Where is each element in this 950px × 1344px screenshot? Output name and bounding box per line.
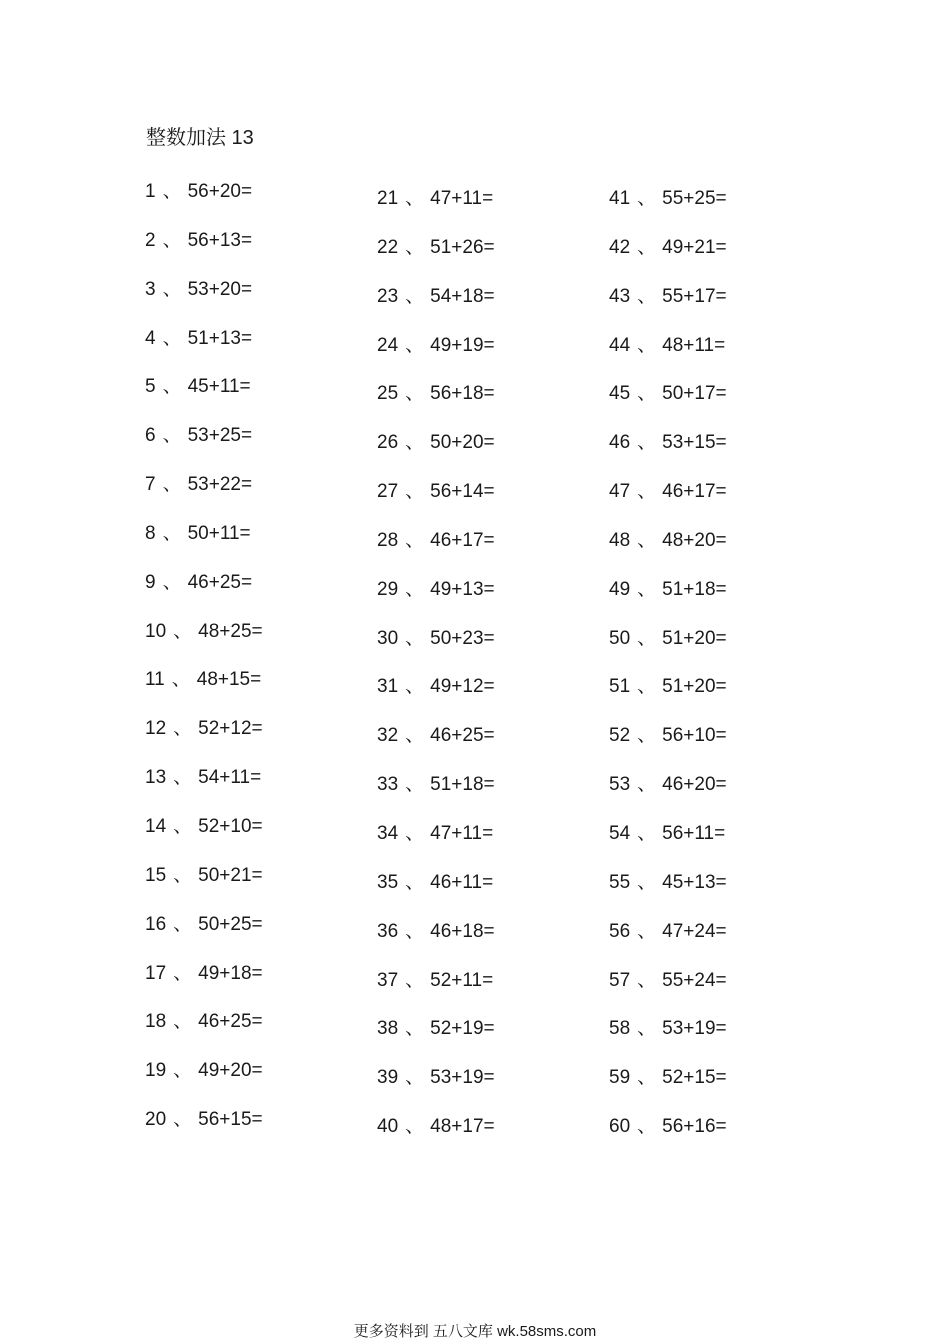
problem-separator: 、 <box>173 1011 193 1033</box>
problem-expression: 49+18= <box>198 962 263 984</box>
problem-item <box>377 772 577 821</box>
problem-item <box>609 186 809 235</box>
problem-column-2 <box>377 186 577 1163</box>
problem-expression: 55+25= <box>662 188 727 209</box>
problem-separator: 、 <box>162 571 182 593</box>
problem-number: 38 <box>377 1018 399 1040</box>
problem-number: 22 <box>377 236 399 258</box>
problem-separator: 、 <box>637 1067 657 1089</box>
problem-item <box>377 528 577 577</box>
problem-item <box>145 472 345 521</box>
problem-number: 17 <box>145 962 167 984</box>
problem-separator: 、 <box>405 578 425 600</box>
problem-separator: 、 <box>637 334 657 356</box>
problem-number: 47 <box>609 481 631 503</box>
problem-item <box>609 381 809 430</box>
problem-expression: 46+25= <box>430 725 495 747</box>
problem-number: 55 <box>609 871 631 893</box>
problem-separator: 、 <box>162 229 182 251</box>
problem-separator: 、 <box>173 864 193 886</box>
problem-expression: 56+20= <box>187 181 253 202</box>
problem-expression: 48+20= <box>662 529 727 551</box>
problem-item <box>145 667 345 716</box>
problem-expression: 51+20= <box>662 627 727 649</box>
problem-item <box>145 570 345 619</box>
problem-expression: 51+18= <box>662 578 727 600</box>
problem-item <box>609 284 809 333</box>
problem-separator: 、 <box>405 920 425 942</box>
problem-number: 58 <box>609 1018 631 1040</box>
problem-number: 43 <box>609 285 631 307</box>
problem-separator: 、 <box>173 962 193 984</box>
problem-expression: 53+19= <box>430 1067 495 1089</box>
problem-separator: 、 <box>637 1116 657 1138</box>
problem-item <box>609 821 809 870</box>
problem-column-1 <box>145 179 345 1156</box>
problem-separator: 、 <box>405 285 425 307</box>
problem-item <box>609 674 809 723</box>
problem-item <box>377 1016 577 1065</box>
problem-number: 54 <box>609 822 631 844</box>
problem-separator: 、 <box>173 1109 193 1131</box>
problem-separator: 、 <box>637 774 657 796</box>
problem-separator: 、 <box>162 327 182 349</box>
problem-column-3 <box>609 186 809 1163</box>
problem-expression: 49+21= <box>662 236 727 258</box>
problem-number: 56 <box>609 920 631 942</box>
problem-item <box>145 1107 345 1156</box>
problem-number: 57 <box>609 969 631 991</box>
problem-separator: 、 <box>637 236 657 258</box>
problem-separator: 、 <box>162 425 182 447</box>
problem-expression: 50+23= <box>430 627 495 649</box>
problem-separator: 、 <box>405 627 425 649</box>
problem-separator: 、 <box>405 1116 425 1138</box>
problem-separator: 、 <box>173 767 193 789</box>
problem-expression: 50+11= <box>187 522 251 544</box>
problem-expression: 54+18= <box>430 285 495 307</box>
problem-separator: 、 <box>637 920 657 942</box>
problem-number: 51 <box>609 676 631 698</box>
problem-item <box>609 1016 809 1065</box>
problem-separator: 、 <box>405 334 425 356</box>
problem-number: 39 <box>377 1067 399 1089</box>
problem-item <box>145 1009 345 1058</box>
problem-separator: 、 <box>405 676 425 698</box>
problem-separator: 、 <box>637 578 657 600</box>
problem-number: 44 <box>609 334 631 356</box>
problem-number: 4 <box>145 327 156 349</box>
problem-number: 45 <box>609 383 631 405</box>
problem-separator: 、 <box>637 383 657 405</box>
problem-expression: 53+25= <box>187 425 253 447</box>
problem-item <box>377 674 577 723</box>
problem-item <box>145 277 345 326</box>
footer-watermark: 更多资料到 五八文库 wk.58sms.com <box>353 1323 597 1340</box>
problem-expression: 51+20= <box>662 676 727 698</box>
problem-item <box>609 528 809 577</box>
problem-number: 59 <box>609 1067 631 1089</box>
problem-separator: 、 <box>162 278 182 300</box>
problem-expression: 53+22= <box>187 474 253 496</box>
problem-item <box>145 423 345 472</box>
problem-expression: 48+11= <box>662 334 726 356</box>
problem-expression: 51+13= <box>187 327 253 349</box>
problem-separator: 、 <box>173 815 193 837</box>
problem-expression: 46+17= <box>430 529 495 551</box>
problem-separator: 、 <box>637 627 657 649</box>
problem-number: 9 <box>145 571 156 593</box>
problem-item <box>609 919 809 968</box>
problem-separator: 、 <box>637 676 657 698</box>
problem-separator: 、 <box>405 1018 425 1040</box>
problem-separator: 、 <box>162 376 182 398</box>
problem-expression: 48+25= <box>198 620 263 642</box>
problem-item <box>609 772 809 821</box>
problem-item <box>145 326 345 375</box>
problem-number: 31 <box>377 676 399 698</box>
problem-separator: 、 <box>637 188 657 209</box>
problem-item <box>609 577 809 626</box>
problem-expression: 51+26= <box>430 236 495 258</box>
problem-item <box>609 870 809 919</box>
problem-number: 33 <box>377 774 399 796</box>
problem-number: 24 <box>377 334 399 356</box>
problem-item <box>609 626 809 675</box>
problem-number: 10 <box>145 620 167 642</box>
problem-separator: 、 <box>405 481 425 503</box>
problem-number: 8 <box>145 522 156 544</box>
problem-expression: 52+11= <box>430 969 494 991</box>
problem-number: 50 <box>609 627 631 649</box>
problem-expression: 49+13= <box>430 578 495 600</box>
problem-expression: 46+18= <box>430 920 495 942</box>
problem-expression: 56+15= <box>198 1109 263 1131</box>
problem-number: 26 <box>377 432 399 454</box>
problem-item <box>377 479 577 528</box>
problem-item <box>377 919 577 968</box>
problem-item <box>609 235 809 284</box>
problem-number: 5 <box>145 376 156 398</box>
problem-expression: 51+18= <box>430 774 495 796</box>
problem-item <box>145 1058 345 1107</box>
problem-expression: 50+20= <box>430 432 495 454</box>
problem-item <box>609 479 809 528</box>
problem-item <box>145 374 345 423</box>
problem-separator: 、 <box>173 913 193 935</box>
problem-item <box>145 228 345 277</box>
problem-item <box>145 716 345 765</box>
problem-number: 48 <box>609 529 631 551</box>
problem-item <box>609 430 809 479</box>
problem-number: 36 <box>377 920 399 942</box>
problem-separator: 、 <box>162 474 182 496</box>
problem-expression: 55+24= <box>662 969 727 991</box>
problem-number: 12 <box>145 718 167 740</box>
problem-item <box>145 521 345 570</box>
problem-separator: 、 <box>173 1060 193 1082</box>
problem-expression: 55+17= <box>662 285 727 307</box>
problem-number: 34 <box>377 822 399 844</box>
problem-item <box>377 626 577 675</box>
problem-expression: 46+11= <box>430 871 494 893</box>
problem-expression: 47+11= <box>430 188 494 209</box>
problem-number: 2 <box>145 229 156 251</box>
problem-separator: 、 <box>405 1067 425 1089</box>
problem-separator: 、 <box>405 236 425 258</box>
problem-separator: 、 <box>171 669 191 691</box>
problem-item <box>609 723 809 772</box>
problem-expression: 45+11= <box>187 376 251 398</box>
problem-expression: 56+11= <box>662 822 726 844</box>
problem-separator: 、 <box>405 383 425 405</box>
problem-item <box>609 1065 809 1114</box>
problem-number: 16 <box>145 913 167 935</box>
problem-expression: 46+20= <box>662 774 727 796</box>
problem-expression: 49+19= <box>430 334 495 356</box>
problem-item <box>377 577 577 626</box>
problem-item <box>377 1065 577 1114</box>
problem-item <box>377 723 577 772</box>
problem-expression: 53+19= <box>662 1018 727 1040</box>
problem-separator: 、 <box>637 822 657 844</box>
problem-item <box>145 619 345 668</box>
problem-item <box>609 333 809 382</box>
problem-item <box>377 968 577 1017</box>
problem-separator: 、 <box>637 969 657 991</box>
problem-expression: 52+19= <box>430 1018 495 1040</box>
problem-item <box>377 430 577 479</box>
problem-number: 20 <box>145 1109 167 1131</box>
problem-number: 7 <box>145 474 156 496</box>
problem-separator: 、 <box>405 822 425 844</box>
problem-item <box>145 765 345 814</box>
problem-expression: 47+24= <box>662 920 727 942</box>
problem-number: 60 <box>609 1116 631 1138</box>
problem-expression: 46+17= <box>662 481 727 503</box>
problem-item <box>377 333 577 382</box>
problem-expression: 49+20= <box>198 1060 263 1082</box>
problem-number: 23 <box>377 285 399 307</box>
problem-separator: 、 <box>173 620 193 642</box>
problem-separator: 、 <box>637 725 657 747</box>
problem-number: 18 <box>145 1011 167 1033</box>
problem-item <box>377 821 577 870</box>
problem-number: 6 <box>145 425 156 447</box>
problem-separator: 、 <box>637 481 657 503</box>
problem-item <box>609 968 809 1017</box>
problem-number: 15 <box>145 864 167 886</box>
problem-number: 28 <box>377 529 399 551</box>
problem-number: 21 <box>377 188 399 209</box>
problem-number: 14 <box>145 815 167 837</box>
problem-number: 32 <box>377 725 399 747</box>
problem-expression: 46+25= <box>187 571 253 593</box>
problem-number: 40 <box>377 1116 399 1138</box>
problem-number: 42 <box>609 236 631 258</box>
problem-item <box>145 179 345 228</box>
problem-item <box>377 186 577 235</box>
problem-item <box>377 870 577 919</box>
problem-item <box>377 284 577 333</box>
problem-expression: 47+11= <box>430 822 494 844</box>
problem-separator: 、 <box>637 432 657 454</box>
problem-item <box>145 863 345 912</box>
problem-number: 53 <box>609 774 631 796</box>
problem-expression: 45+13= <box>662 871 727 893</box>
problem-number: 25 <box>377 383 399 405</box>
problem-expression: 54+11= <box>198 767 262 789</box>
problem-item <box>145 961 345 1010</box>
problem-separator: 、 <box>405 188 425 209</box>
problem-number: 27 <box>377 481 399 503</box>
problem-separator: 、 <box>405 432 425 454</box>
problem-item <box>609 1114 809 1163</box>
problem-separator: 、 <box>405 529 425 551</box>
problem-expression: 56+13= <box>187 229 253 251</box>
problem-expression: 50+21= <box>198 864 263 886</box>
problem-expression: 56+18= <box>430 383 495 405</box>
problem-number: 37 <box>377 969 399 991</box>
problem-item <box>145 912 345 961</box>
problem-number: 3 <box>145 278 156 300</box>
problem-expression: 53+15= <box>662 432 727 454</box>
problem-separator: 、 <box>405 969 425 991</box>
problem-expression: 53+20= <box>187 278 253 300</box>
problem-expression: 48+17= <box>430 1116 495 1138</box>
problem-expression: 48+15= <box>196 669 262 691</box>
problem-item <box>377 1114 577 1163</box>
problem-expression: 50+17= <box>662 383 727 405</box>
problem-expression: 50+25= <box>198 913 263 935</box>
problem-expression: 46+25= <box>198 1011 263 1033</box>
problem-separator: 、 <box>162 522 182 544</box>
problem-expression: 56+16= <box>662 1116 727 1138</box>
problem-separator: 、 <box>637 871 657 893</box>
problem-separator: 、 <box>405 725 425 747</box>
problem-expression: 52+10= <box>198 815 263 837</box>
problem-number: 52 <box>609 725 631 747</box>
problem-number: 30 <box>377 627 399 649</box>
problem-expression: 49+12= <box>430 676 495 698</box>
problem-expression: 56+10= <box>662 725 727 747</box>
problem-separator: 、 <box>637 1018 657 1040</box>
problem-number: 49 <box>609 578 631 600</box>
worksheet-title: 整数加法 13 <box>146 127 254 149</box>
problem-number: 19 <box>145 1060 167 1082</box>
problem-item <box>377 381 577 430</box>
problem-number: 29 <box>377 578 399 600</box>
problem-number: 1 <box>145 181 156 202</box>
problem-separator: 、 <box>173 718 193 740</box>
problem-expression: 56+14= <box>430 481 495 503</box>
problem-number: 46 <box>609 432 631 454</box>
problem-number: 35 <box>377 871 399 893</box>
problem-separator: 、 <box>405 871 425 893</box>
problem-separator: 、 <box>637 285 657 307</box>
problem-item <box>145 814 345 863</box>
problem-expression: 52+15= <box>662 1067 727 1089</box>
problem-separator: 、 <box>162 181 182 202</box>
problem-separator: 、 <box>405 774 425 796</box>
problem-number: 13 <box>145 767 167 789</box>
problem-number: 11 <box>145 669 165 691</box>
problem-item <box>377 235 577 284</box>
problem-expression: 52+12= <box>198 718 263 740</box>
problem-separator: 、 <box>637 529 657 551</box>
problem-number: 41 <box>609 188 631 209</box>
